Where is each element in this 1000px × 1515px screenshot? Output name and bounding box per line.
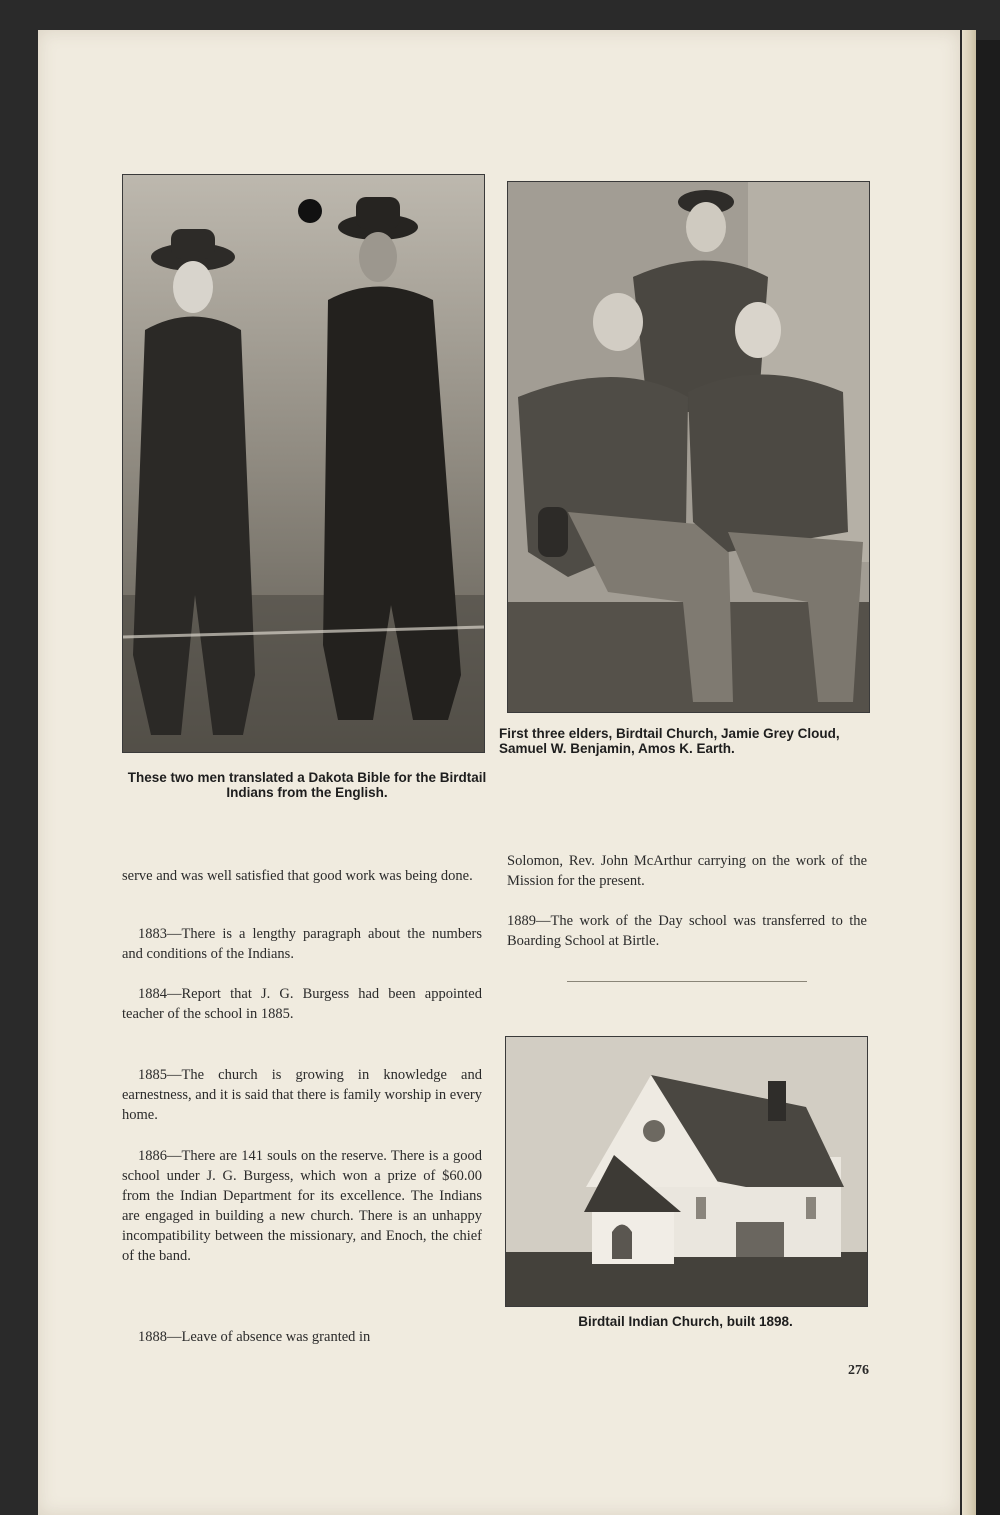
section-divider [567,981,807,982]
translators-caption: These two men translated a Dakota Bible for the Birdtail Indians from the English. [127,770,487,800]
left-paragraph-1: serve and was well satisfied that good work was being done. [122,868,473,884]
church-caption: Birdtail Indian Church, built 1898. [578,1314,793,1329]
left-paragraph-5: 1886—There are 141 souls on the reserve. There is a good school under J. G. Burgess, which won a prize of $60.00 from the Indian Department for its excellence. The Indians are engaged in building a new church. There is an unhappy incompatibility between the missionary, and Enoch, the chief of the band. [122,1148,482,1264]
church-photo [505,1036,868,1307]
left-paragraph-4: 1885—The church is growing in knowledge and earnestness, and it is said that there is family worship in every home. [122,1067,482,1123]
three-elders-photo [507,181,870,713]
right-paragraph-2: 1889—The work of the Day school was transferred to the Boarding School at Birtle. [507,913,867,949]
page-number: 276 [848,1363,869,1378]
left-paragraph-6: 1888—Leave of absence was granted in [138,1329,371,1345]
right-paragraph-1: Solomon, Rev. John McArthur carrying on the work of the Mission for the present. [507,853,867,889]
page-edge [962,30,976,1515]
elders-caption: First three elders, Birdtail Church, Jamie Grey Cloud, Samuel W. Benjamin, Amos K. Earth. [499,726,840,756]
left-paragraph-2: 1883—There is a lengthy paragraph about the numbers and conditions of the Indians. [122,926,482,962]
left-paragraph-3: 1884—Report that J. G. Burgess had been appointed teacher of the school in 1885. [122,986,482,1022]
two-men-photo [122,174,485,753]
binding-strip [976,40,1000,1515]
